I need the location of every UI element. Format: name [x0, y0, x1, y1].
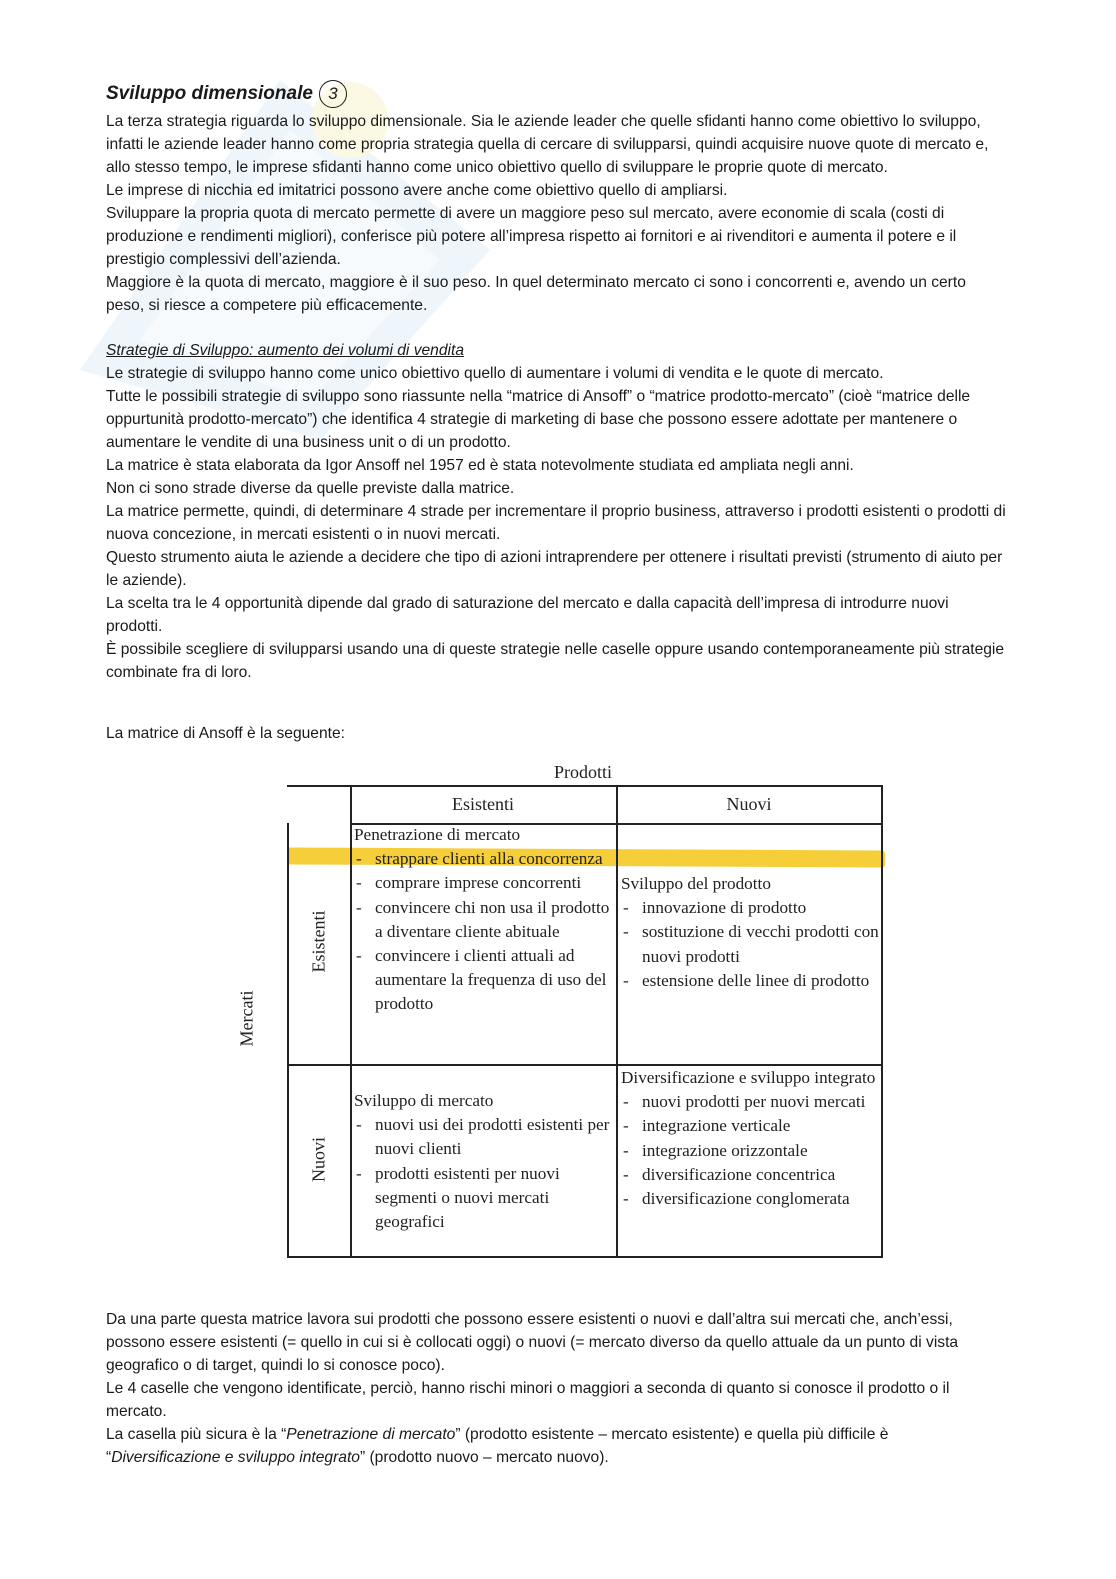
- matrix-intro: La matrice di Ansoff è la seguente:: [106, 725, 345, 742]
- col-header-nuovi: Nuovi: [726, 794, 772, 814]
- grid-line: [287, 1256, 882, 1258]
- ansoff-matrix: [230, 760, 890, 1265]
- cell-item: - innovazione di prodotto: [621, 896, 879, 920]
- cell-title: Sviluppo del prodotto: [621, 874, 771, 893]
- intro-paragraph: Sviluppare la propria quota di mercato permette di avere un maggiore peso sul mercato, avere economie di scala (costi di produzione e rendimenti migliori), conferisce più potere all’impresa rispetto ai fornitori e ai rivenditori e aumenta il potere e il prestigio complessivi dell’azienda.: [106, 205, 957, 268]
- text-run: ” (prodotto esistente – mercato esistente) e quella più difficile è “: [106, 1426, 889, 1466]
- cell-item: - strappare clienti alla concorrenza: [354, 847, 612, 871]
- cell-title: Sviluppo di mercato: [354, 1091, 494, 1110]
- cell-item: - prodotti esistenti per nuovi segmenti o nuovi mercati geografici: [354, 1162, 612, 1235]
- section-title: Sviluppo dimensionale: [106, 83, 313, 104]
- grid-line: [881, 785, 883, 1258]
- section-heading: [106, 80, 1006, 108]
- matrix-side-label: Mercati: [236, 990, 257, 1047]
- emphasis-diversificazione: Diversificazione e sviluppo integrato: [111, 1449, 360, 1466]
- body-paragraph: È possibile scegliere di svilupparsi usando una di queste strategie nelle caselle oppure usando contemporaneamente più strategie combinate fra di loro.: [106, 641, 1005, 681]
- matrix-grid: [287, 785, 882, 1258]
- cell-sviluppo-mercato: [354, 1089, 612, 1234]
- document-page: [106, 80, 1006, 745]
- cell-item: - integrazione orizzontale: [621, 1139, 879, 1163]
- cell-item: - nuovi usi dei prodotti esistenti per nuovi clienti: [354, 1113, 612, 1161]
- cell-item: - diversificazione concentrica: [621, 1163, 879, 1187]
- cell-item: - comprare imprese concorrenti: [354, 871, 612, 895]
- cell-item: - nuovi prodotti per nuovi mercati: [621, 1090, 879, 1114]
- cell-item: - diversificazione conglomerata: [621, 1187, 879, 1211]
- col-header-esistenti: Esistenti: [452, 794, 514, 814]
- row-header-nuovi: Nuovi: [308, 1137, 329, 1182]
- cell-title: Diversificazione e sviluppo integrato: [621, 1068, 876, 1087]
- cell-item: - sostituzione di vecchi prodotti con nuovi prodotti: [621, 920, 879, 968]
- grid-line: [287, 785, 882, 787]
- body-paragraph: La scelta tra le 4 opportunità dipende dal grado di saturazione del mercato e dalla capacità dell’impresa di introdurre nuovi prodotti.: [106, 595, 949, 635]
- cell-item: - estensione delle linee di prodotto: [621, 969, 879, 993]
- intro-paragraph: Le imprese di nicchia ed imitatrici possono avere anche come obiettivo quello di ampliarsi.: [106, 182, 728, 199]
- body-paragraph: Non ci sono strade diverse da quelle previste dalla matrice.: [106, 480, 515, 497]
- grid-line: [287, 823, 289, 1258]
- matrix-title: Prodotti: [554, 762, 613, 782]
- cell-item: - convincere i clienti attuali ad aumentare la frequenza di uso del prodotto: [354, 944, 612, 1017]
- closing-paragraph: Da una parte questa matrice lavora sui prodotti che possono essere esistenti o nuovi e dall’altra sui mercati che, anch’essi, possono essere esistenti (= quello in cui si è collocati oggi) o nuovi (= mercato diverso da quello attuale da un punto di vista geografico o di target, quindi lo si conosce poco).: [106, 1311, 959, 1374]
- body-paragraph: La matrice permette, quindi, di determinare 4 strade per incrementare il proprio business, attraverso i prodotti esistenti o prodotti di nuova concezione, in mercati esistenti o in nuovi mercati.: [106, 503, 1006, 543]
- body-paragraph: Le strategie di sviluppo hanno come unico obiettivo quello di aumentare i volumi di vendita e le quote di mercato.: [106, 365, 884, 382]
- cell-penetrazione-mercato: [354, 823, 612, 1017]
- row-header-esistenti: Esistenti: [308, 910, 329, 973]
- cell-item: - integrazione verticale: [621, 1114, 879, 1138]
- body-paragraph: Tutte le possibili strategie di sviluppo sono riassunte nella “matrice di Ansoff” o “matrice prodotto-mercato” (cioè “matrice delle oppurtunità prodotto-mercato”) che identifica 4 strategie di marketing di base che possono essere adottate per mantenere o aumentare le vendite di una business unit o di un prodotto.: [106, 388, 971, 451]
- intro-paragraph: Maggiore è la quota di mercato, maggiore è il suo peso. In quel determinato mercato ci sono i concorrenti e, avendo un certo peso, si riesce a competere più efficacemente.: [106, 274, 966, 314]
- emphasis-penetrazione: Penetrazione di mercato: [286, 1426, 456, 1443]
- intro-paragraph: La terza strategia riguarda lo sviluppo dimensionale. Sia le aziende leader che quelle sfidanti hanno come obiettivo lo sviluppo, infatti le aziende leader hanno come propria strategia quella di cercare di svilupparsi, quindi acquisire nuove quote di mercato e, allo stesso tempo, le imprese sfidanti hanno come unico obiettivo quello di sviluppare le proprie quote di mercato.: [106, 113, 989, 176]
- cell-title: Penetrazione di mercato: [354, 825, 521, 844]
- grid-line: [616, 785, 618, 1258]
- section-number-badge: 3: [319, 80, 347, 108]
- text-run: ” (prodotto nuovo – mercato nuovo).: [359, 1449, 609, 1466]
- body-paragraph: Questo strumento aiuta le aziende a decidere che tipo di azioni intraprendere per ottenere i risultati previsti (strumento di aiuto per le aziende).: [106, 549, 1003, 589]
- cell-item: - convincere chi non usa il prodotto a diventare cliente abituale: [354, 896, 612, 944]
- closing-paragraph: [106, 1423, 1006, 1469]
- subheading: Strategie di Sviluppo: aumento dei volumi di vendita: [106, 342, 465, 359]
- cell-diversificazione: [621, 1066, 879, 1211]
- cell-sviluppo-prodotto: [621, 872, 879, 993]
- body-paragraph: La matrice è stata elaborata da Igor Ansoff nel 1957 ed è stata notevolmente studiata ed ampliata negli anni.: [106, 457, 854, 474]
- closing-paragraph: Le 4 caselle che vengono identificate, perciò, hanno rischi minori o maggiori a seconda di quanto si conosce il prodotto o il mercato.: [106, 1380, 950, 1420]
- closing-section: [106, 1308, 1006, 1469]
- text-run: La casella più sicura è la “: [106, 1426, 287, 1443]
- grid-line: [350, 785, 352, 1258]
